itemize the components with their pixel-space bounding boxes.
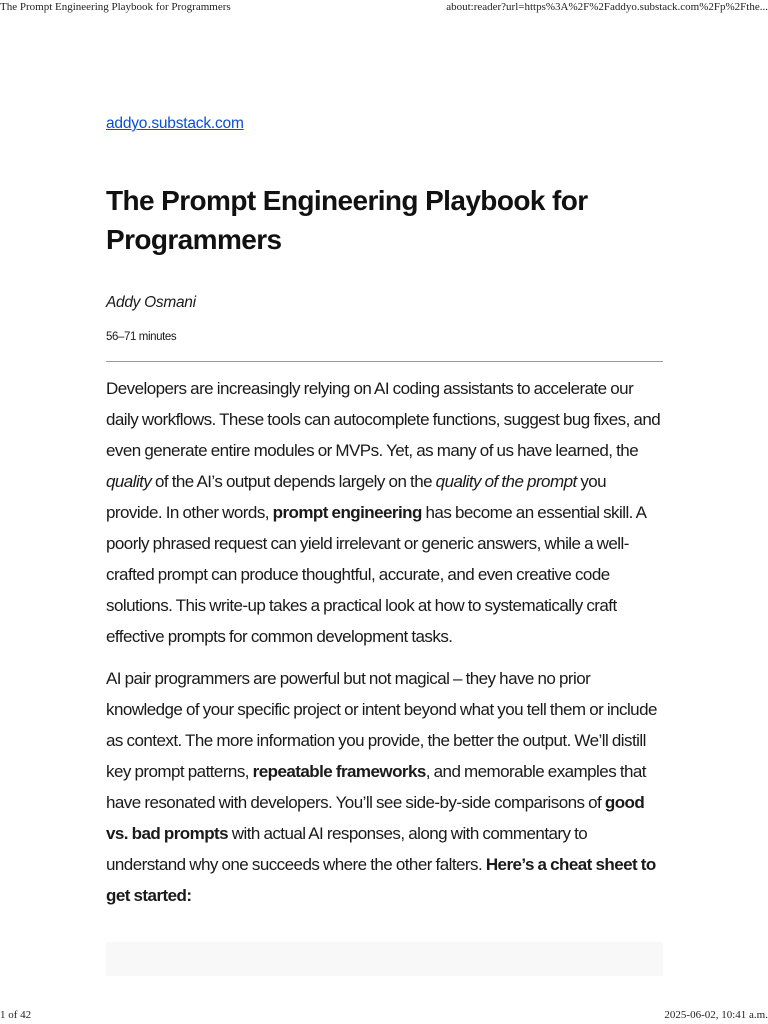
text-segment: you provide. In other words, (106, 472, 607, 522)
text-segment: Developers are increasingly relying on AI coding assistants to accelerate our daily workflows. These tools can autocomplete functions, suggest bug fixes, and even generate entire modules or MVPs. Yet, as many of us have learned, the (106, 379, 661, 460)
text-segment: with actual AI responses, along with commentary to understand why one succeeds where the other falters. (106, 824, 588, 874)
author-byline: Addy Osmani (106, 294, 196, 311)
cheat-sheet-block (106, 942, 663, 976)
print-header-title: The Prompt Engineering Playbook for Programmers (0, 1, 231, 13)
header-divider (106, 361, 663, 362)
text-segment: has become an essential skill. A poorly phrased request can yield irrelevant or generic answers, while a well-crafted prompt can produce thoughtful, accurate, and even creative code solutions. This write-up takes a practical look at how to systematically craft effective prompts for common development tasks. (106, 503, 646, 646)
paragraph-pair-programmers (106, 663, 663, 911)
source-domain-link[interactable]: addyo.substack.com (106, 115, 244, 132)
bold-text: Here’s a cheat sheet to get started: (106, 855, 656, 905)
text-segment: of the AI’s output depends largely on the (151, 472, 436, 491)
print-datetime: 2025-06-02, 10:41 a.m. (664, 1009, 768, 1021)
print-footer (0, 1010, 768, 1024)
emphasis-text: quality (106, 472, 152, 491)
reading-time: 56–71 minutes (106, 331, 177, 343)
article (106, 113, 663, 911)
paragraph-intro (106, 373, 663, 652)
text-segment: , and memorable examples that have resonated with developers. You’ll see side-by-side comparisons of (106, 762, 646, 812)
bold-text: prompt engineering (272, 503, 422, 522)
page-number: 1 of 42 (0, 1009, 32, 1021)
bold-text: good vs. bad prompts (106, 793, 645, 843)
bold-text: repeatable frameworks (252, 762, 426, 781)
print-header (0, 0, 768, 14)
print-header-url: about:reader?url=https%3A%2F%2Faddyo.substack.com%2Fp%2Fthe... (446, 1, 768, 13)
article-title: The Prompt Engineering Playbook for Programmers (106, 185, 588, 255)
text-segment: AI pair programmers are powerful but not magical – they have no prior knowledge of your specific project or intent beyond what you tell them or include as context. The more information you provide, the better the output. We’ll distill key prompt patterns, (106, 669, 657, 781)
emphasis-text: quality of the prompt (435, 472, 577, 491)
